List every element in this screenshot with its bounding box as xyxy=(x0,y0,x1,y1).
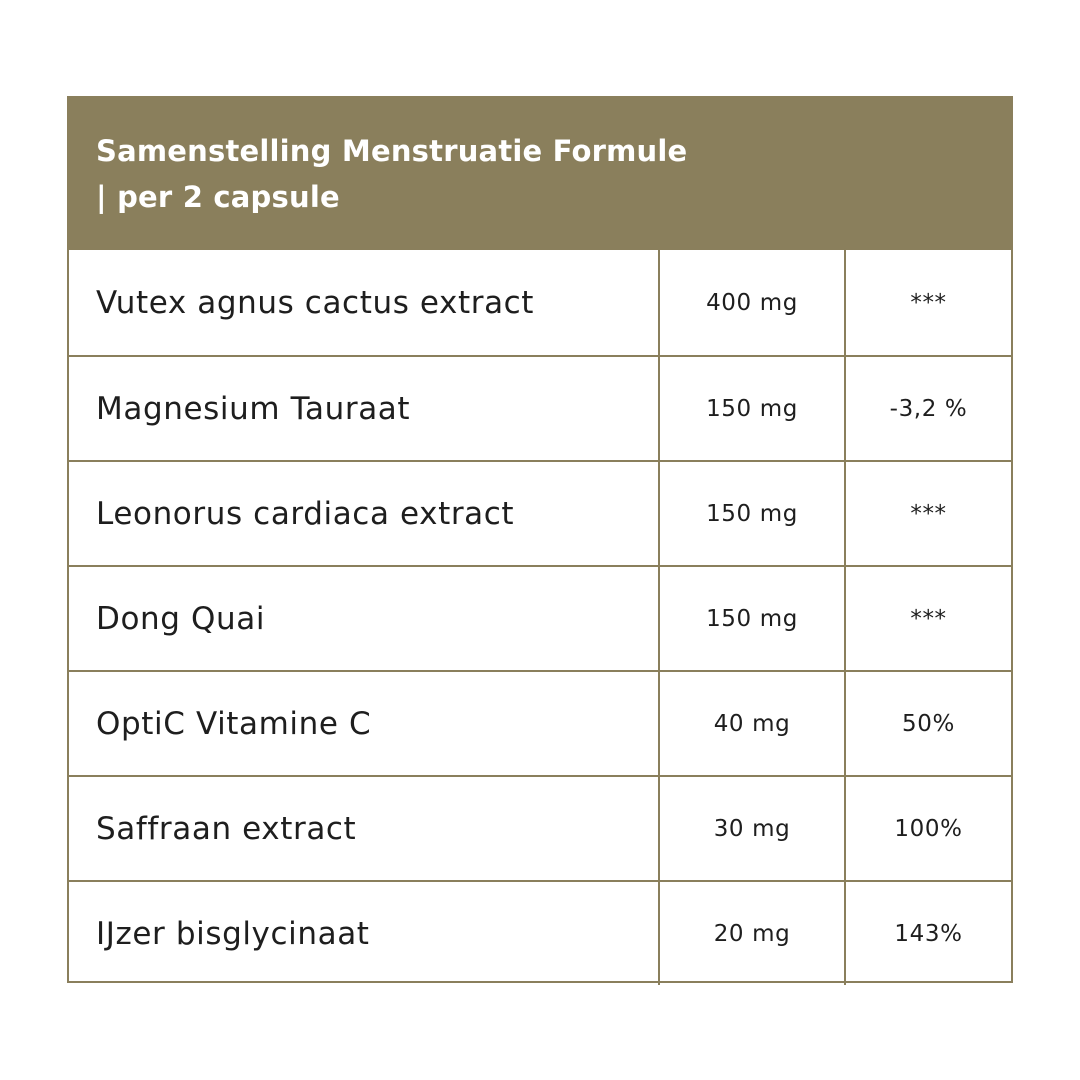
composition-table xyxy=(67,96,1013,983)
table-title-line-1: Samenstelling Menstruatie Formule xyxy=(96,134,688,168)
ingredient-amount: 40 mg xyxy=(660,672,846,775)
table-row xyxy=(69,670,1011,775)
ingredient-name: IJzer bisglycinaat xyxy=(69,882,660,985)
ingredient-name: Vutex agnus cactus extract xyxy=(69,250,660,355)
ingredient-ri: 100% xyxy=(894,815,963,842)
ingredient-ri: 50% xyxy=(902,710,955,737)
table-row xyxy=(69,460,1011,565)
ingredient-amount: 20 mg xyxy=(660,882,846,985)
ingredient-ri: *** xyxy=(910,605,947,632)
ingredient-ri: *** xyxy=(910,289,947,316)
table-row xyxy=(69,565,1011,670)
ingredient-amount: 400 mg xyxy=(660,250,846,355)
ingredient-amount: 30 mg xyxy=(660,777,846,880)
table-row xyxy=(69,250,1011,355)
ingredient-name: Leonorus cardiaca extract xyxy=(69,462,660,565)
ingredient-amount: 150 mg xyxy=(660,567,846,670)
table-row xyxy=(69,775,1011,880)
ingredient-amount: 150 mg xyxy=(660,462,846,565)
table-header xyxy=(69,98,1011,250)
ingredient-ri: -3,2 % xyxy=(889,395,968,422)
ingredient-ri: *** xyxy=(910,500,947,527)
table-row xyxy=(69,880,1011,985)
ingredient-name: Magnesium Tauraat xyxy=(69,357,660,460)
ingredient-name: Saffraan extract xyxy=(69,777,660,880)
ingredient-amount: 150 mg xyxy=(660,357,846,460)
table-row xyxy=(69,355,1011,460)
ingredient-name: Dong Quai xyxy=(69,567,660,670)
ingredient-ri: 143% xyxy=(894,920,963,947)
ingredient-name: OptiC Vitamine C xyxy=(69,672,660,775)
table-title-line-2: | per 2 capsule xyxy=(96,180,340,214)
table-body xyxy=(69,250,1011,985)
